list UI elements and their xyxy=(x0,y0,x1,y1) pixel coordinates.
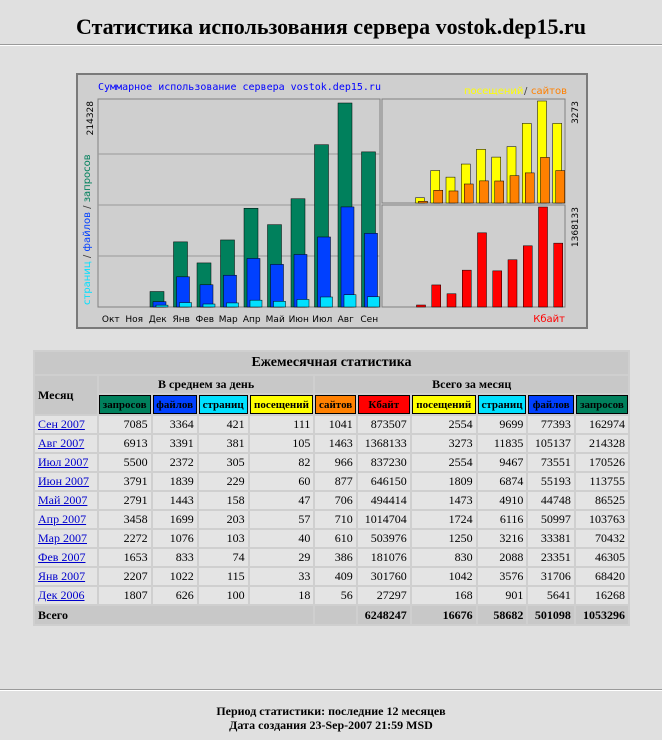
cell-kbytes: 873507 xyxy=(358,416,410,433)
cell-files-total: 23351 xyxy=(528,549,574,566)
x-tick-label: Апр xyxy=(242,315,261,325)
cell-sites: 1463 xyxy=(315,435,355,452)
month-cell xyxy=(35,473,97,490)
cell-files-daily: 626 xyxy=(153,587,197,604)
bar-sites xyxy=(449,191,458,203)
cell-visits-total: 1473 xyxy=(412,492,476,509)
bar-kbytes xyxy=(508,260,517,307)
cell-visits-total: 3273 xyxy=(412,435,476,452)
bar-kbytes xyxy=(493,271,502,307)
cell-sites: 56 xyxy=(315,587,355,604)
bar-sites xyxy=(541,157,550,203)
total-pages: 58682 xyxy=(478,606,527,624)
cell-hits-total: 214328 xyxy=(576,435,628,452)
bar-files xyxy=(200,285,213,307)
cell-hits-total: 170526 xyxy=(576,454,628,471)
cell-visits-total: 2554 xyxy=(412,416,476,433)
bar-pages xyxy=(156,305,168,307)
bottom-divider xyxy=(0,689,662,691)
month-link[interactable]: Апр 2007 xyxy=(38,512,87,526)
bar-sites xyxy=(480,181,489,203)
cell-hits-daily: 3791 xyxy=(99,473,151,490)
table-row xyxy=(35,416,628,433)
cell-kbytes: 1014704 xyxy=(358,511,410,528)
cell-files-total: 73551 xyxy=(528,454,574,471)
cell-pages-total: 6116 xyxy=(478,511,527,528)
x-tick-label: Июн xyxy=(288,315,309,325)
bar-sites xyxy=(556,171,565,203)
cell-sites: 386 xyxy=(315,549,355,566)
cell-pages-daily: 229 xyxy=(199,473,248,490)
cell-sites: 710 xyxy=(315,511,355,528)
cell-pages-daily: 421 xyxy=(199,416,248,433)
cell-kbytes: 301760 xyxy=(358,568,410,585)
cell-kbytes: 494414 xyxy=(358,492,410,509)
x-tick-label: Май xyxy=(265,315,285,325)
cell-sites: 409 xyxy=(315,568,355,585)
bar-pages xyxy=(180,303,192,307)
cell-hits-total: 86525 xyxy=(576,492,628,509)
table-row xyxy=(35,549,628,566)
cell-visits-daily: 57 xyxy=(250,511,314,528)
x-tick-label: Ноя xyxy=(125,315,144,325)
cell-files-daily: 2372 xyxy=(153,454,197,471)
bar-pages xyxy=(368,297,380,307)
cell-files-daily: 833 xyxy=(153,549,197,566)
month-cell xyxy=(35,435,97,452)
legend-sites: сайтов xyxy=(531,86,567,97)
cell-hits-total: 70432 xyxy=(576,530,628,547)
bar-kbytes xyxy=(432,285,441,307)
cell-files-daily: 3364 xyxy=(153,416,197,433)
cell-hits-total: 46305 xyxy=(576,549,628,566)
cell-pages-total: 11835 xyxy=(478,435,527,452)
month-cell xyxy=(35,416,97,433)
cell-hits-total: 16268 xyxy=(576,587,628,604)
table-caption: Ежемесячная статистика xyxy=(35,352,628,374)
footer xyxy=(0,704,662,732)
left-panel xyxy=(98,99,380,307)
bar-pages xyxy=(203,304,215,307)
bar-sites xyxy=(495,181,504,203)
bar-kbytes xyxy=(554,243,563,307)
bar-sites xyxy=(510,176,519,203)
col-header-files-daily: файлов xyxy=(153,395,197,414)
month-cell xyxy=(35,530,97,547)
cell-files-daily: 3391 xyxy=(153,435,197,452)
cell-pages-daily: 158 xyxy=(199,492,248,509)
bar-kbytes xyxy=(478,233,487,307)
usage-chart xyxy=(76,73,588,329)
total-files: 501098 xyxy=(528,606,574,624)
bar-files xyxy=(271,264,284,307)
cell-files-total: 105137 xyxy=(528,435,574,452)
cell-visits-daily: 82 xyxy=(250,454,314,471)
x-tick-label: Янв xyxy=(172,315,190,325)
cell-kbytes: 646150 xyxy=(358,473,410,490)
cell-kbytes: 1368133 xyxy=(358,435,410,452)
table-row xyxy=(35,568,628,585)
bar-kbytes xyxy=(417,305,426,307)
chart-title: Суммарное использование сервера vostok.dep15.ru xyxy=(98,82,381,93)
total-cell xyxy=(315,606,355,624)
table-row xyxy=(35,454,628,471)
monthly-stats-table xyxy=(33,350,630,626)
usage-chart-svg xyxy=(76,73,588,329)
bar-files xyxy=(365,233,378,307)
col-header-pages-daily: страниц xyxy=(199,395,248,414)
cell-files-daily: 1076 xyxy=(153,530,197,547)
cell-files-daily: 1839 xyxy=(153,473,197,490)
col-header-hits-daily: запросов xyxy=(99,395,151,414)
monthly-total-header: Всего за месяц xyxy=(315,376,628,393)
cell-kbytes: 837230 xyxy=(358,454,410,471)
cell-visits-total: 1250 xyxy=(412,530,476,547)
month-link[interactable]: Авг 2007 xyxy=(38,436,85,450)
cell-pages-daily: 305 xyxy=(199,454,248,471)
cell-visits-daily: 60 xyxy=(250,473,314,490)
table-row xyxy=(35,473,628,490)
cell-files-total: 5641 xyxy=(528,587,574,604)
cell-files-total: 55193 xyxy=(528,473,574,490)
cell-visits-total: 830 xyxy=(412,549,476,566)
cell-pages-daily: 115 xyxy=(199,568,248,585)
legend-visits: посещений xyxy=(464,86,524,97)
col-header-hits-total: запросов xyxy=(576,395,628,414)
month-link[interactable]: Май 2007 xyxy=(38,493,88,507)
x-tick-label: Мар xyxy=(218,315,238,325)
x-tick-label: Окт xyxy=(101,315,120,325)
bar-sites xyxy=(434,190,443,203)
month-cell xyxy=(35,549,97,566)
bar-files xyxy=(318,237,331,307)
col-header-files-total: файлов xyxy=(528,395,574,414)
cell-visits-total: 168 xyxy=(412,587,476,604)
month-link[interactable]: Июн 2007 xyxy=(38,474,90,488)
cell-pages-total: 6874 xyxy=(478,473,527,490)
bar-pages xyxy=(274,301,286,307)
cell-visits-daily: 33 xyxy=(250,568,314,585)
stats-period: Период статистики: последние 12 месяцев xyxy=(216,704,446,718)
cell-pages-daily: 100 xyxy=(199,587,248,604)
legend-separator: / xyxy=(524,86,528,97)
cell-pages-total: 3576 xyxy=(478,568,527,585)
col-header-visits-total: посещений xyxy=(412,395,476,414)
daily-avg-header: В среднем за день xyxy=(99,376,314,393)
cell-hits-daily: 7085 xyxy=(99,416,151,433)
bar-sites xyxy=(525,173,534,203)
col-header-pages-total: страниц xyxy=(478,395,527,414)
x-tick-label: Сен xyxy=(360,315,379,325)
table-row xyxy=(35,587,628,604)
visits-max-label: 3273 xyxy=(571,101,581,124)
left-max-label: 214328 xyxy=(86,101,96,136)
bar-kbytes xyxy=(523,246,532,307)
bar-kbytes xyxy=(447,294,456,307)
bar-pages xyxy=(344,295,356,307)
top-divider xyxy=(0,44,662,46)
cell-files-total: 77393 xyxy=(528,416,574,433)
kbytes-max-label: 1368133 xyxy=(571,207,581,248)
cell-kbytes: 503976 xyxy=(358,530,410,547)
cell-sites: 1041 xyxy=(315,416,355,433)
month-cell xyxy=(35,492,97,509)
bar-files xyxy=(294,254,307,307)
table-row xyxy=(35,492,628,509)
cell-files-total: 44748 xyxy=(528,492,574,509)
cell-files-total: 33381 xyxy=(528,530,574,547)
page-title: Статистика использования сервера vostok.dep15.ru xyxy=(75,14,587,39)
bar-kbytes xyxy=(462,270,471,307)
month-link[interactable]: Сен 2007 xyxy=(38,417,85,431)
generated-date: Дата создания 23-Sep-2007 21:59 MSD xyxy=(229,718,433,732)
cell-hits-daily: 3458 xyxy=(99,511,151,528)
cell-pages-total: 9699 xyxy=(478,416,527,433)
table-row xyxy=(35,435,628,452)
month-header: Месяц xyxy=(35,376,97,414)
x-tick-label: Дек xyxy=(148,315,167,325)
cell-visits-daily: 18 xyxy=(250,587,314,604)
bar-pages xyxy=(250,300,262,307)
cell-files-daily: 1699 xyxy=(153,511,197,528)
bar-pages xyxy=(227,303,239,307)
cell-visits-total: 2554 xyxy=(412,454,476,471)
cell-kbytes: 181076 xyxy=(358,549,410,566)
total-label: Всего xyxy=(35,606,313,624)
cell-files-daily: 1443 xyxy=(153,492,197,509)
cell-sites: 610 xyxy=(315,530,355,547)
month-link[interactable]: Июл 2007 xyxy=(38,455,89,469)
cell-files-total: 31706 xyxy=(528,568,574,585)
cell-hits-daily: 1807 xyxy=(99,587,151,604)
bar-kbytes xyxy=(539,207,548,307)
x-tick-label: Авг xyxy=(337,315,354,325)
bar-files xyxy=(247,258,260,307)
cell-visits-total: 1809 xyxy=(412,473,476,490)
cell-visits-daily: 47 xyxy=(250,492,314,509)
x-tick-label: Июл xyxy=(312,315,333,325)
cell-pages-total: 901 xyxy=(478,587,527,604)
cell-visits-daily: 111 xyxy=(250,416,314,433)
table-row xyxy=(35,511,628,528)
month-cell xyxy=(35,454,97,471)
bar-sites xyxy=(419,201,428,203)
cell-pages-daily: 203 xyxy=(199,511,248,528)
cell-hits-daily: 2791 xyxy=(99,492,151,509)
cell-hits-daily: 5500 xyxy=(99,454,151,471)
month-link[interactable]: Мар 2007 xyxy=(38,531,87,545)
cell-pages-daily: 74 xyxy=(199,549,248,566)
cell-files-daily: 1022 xyxy=(153,568,197,585)
cell-hits-total: 113755 xyxy=(576,473,628,490)
left-axis-label: страниц / файлов / запросов xyxy=(82,154,93,305)
cell-visits-total: 1042 xyxy=(412,568,476,585)
cell-hits-daily: 2272 xyxy=(99,530,151,547)
bar-pages xyxy=(297,299,309,307)
total-kbytes: 6248247 xyxy=(358,606,410,624)
cell-sites: 706 xyxy=(315,492,355,509)
cell-pages-total: 3216 xyxy=(478,530,527,547)
total-hits: 1053296 xyxy=(576,606,628,624)
col-header-visits-daily: посещений xyxy=(250,395,314,414)
cell-hits-daily: 2207 xyxy=(99,568,151,585)
month-link[interactable]: Янв 2007 xyxy=(38,569,86,583)
cell-visits-daily: 29 xyxy=(250,549,314,566)
cell-visits-total: 1724 xyxy=(412,511,476,528)
cell-pages-total: 4910 xyxy=(478,492,527,509)
cell-sites: 877 xyxy=(315,473,355,490)
month-link[interactable]: Фев 2007 xyxy=(38,550,86,564)
cell-hits-daily: 1653 xyxy=(99,549,151,566)
total-row xyxy=(35,606,628,624)
cell-kbytes: 27297 xyxy=(358,587,410,604)
cell-pages-daily: 103 xyxy=(199,530,248,547)
cell-pages-total: 2088 xyxy=(478,549,527,566)
cell-hits-total: 103763 xyxy=(576,511,628,528)
kbytes-label: Кбайт xyxy=(533,314,565,325)
cell-pages-total: 9467 xyxy=(478,454,527,471)
bar-files xyxy=(341,207,354,307)
cell-pages-daily: 381 xyxy=(199,435,248,452)
cell-hits-daily: 6913 xyxy=(99,435,151,452)
cell-visits-daily: 105 xyxy=(250,435,314,452)
right-bottom-panel xyxy=(382,205,565,307)
bar-sites xyxy=(464,184,473,203)
cell-sites: 966 xyxy=(315,454,355,471)
x-tick-label: Фев xyxy=(195,315,215,325)
bar-pages xyxy=(321,297,333,307)
col-header-kbytes: Кбайт xyxy=(358,395,410,414)
col-header-sites: сайтов xyxy=(315,395,355,414)
cell-visits-daily: 40 xyxy=(250,530,314,547)
month-cell xyxy=(35,587,97,604)
cell-hits-total: 68420 xyxy=(576,568,628,585)
month-cell xyxy=(35,568,97,585)
month-link[interactable]: Дек 2006 xyxy=(38,588,85,602)
table-row xyxy=(35,530,628,547)
month-cell xyxy=(35,511,97,528)
total-visits: 16676 xyxy=(412,606,476,624)
cell-hits-total: 162974 xyxy=(576,416,628,433)
cell-files-total: 50997 xyxy=(528,511,574,528)
bar-files xyxy=(224,275,237,307)
